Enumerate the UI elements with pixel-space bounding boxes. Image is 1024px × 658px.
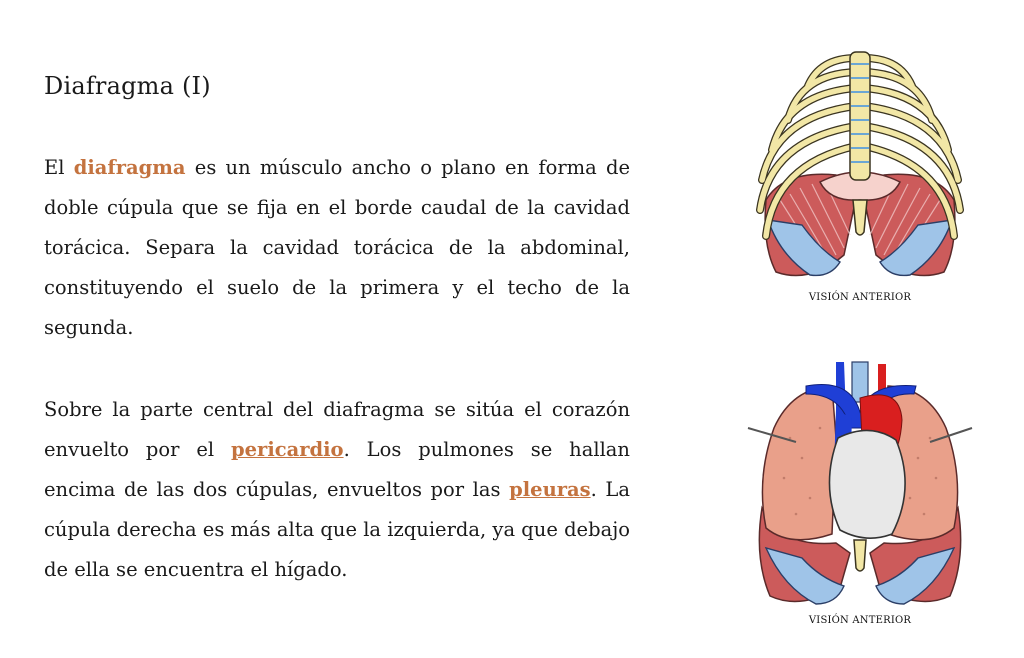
paragraph-text: El <box>44 156 74 179</box>
link-pleuras[interactable]: pleuras <box>509 478 591 501</box>
figure-caption: VISIÓN ANTERIOR <box>808 292 912 303</box>
thorax-diaphragm-illustration <box>740 50 980 290</box>
paragraph-text: . Los pulmones se hallan encima de las dos cúpulas, envueltos por las <box>44 438 630 501</box>
heart-lungs-illustration <box>740 358 980 613</box>
paragraph-diaphragm-definition <box>44 148 630 348</box>
right-lung <box>762 386 836 540</box>
term-diafragma: diafragma <box>73 156 186 179</box>
xiphoid-process <box>854 540 866 571</box>
heart <box>829 430 905 538</box>
paragraph-diaphragm-relations <box>44 390 630 590</box>
link-pericardio[interactable]: pericardio <box>231 438 344 461</box>
figure-heart-lungs <box>740 358 980 626</box>
page-title: Diafragma (I) <box>44 72 211 100</box>
paragraph-text: . La cúpula derecha es más alta que la izquierda, ya que debajo de ella se encuentra el hígado. <box>44 478 630 581</box>
paragraph-text: Sobre la parte central del diafragma se sitúa el corazón envuelto por el <box>44 398 630 461</box>
figure-thorax-diaphragm <box>740 50 980 303</box>
figure-caption: VISIÓN ANTERIOR <box>808 615 912 626</box>
paragraph-text: es un músculo ancho o plano en forma de doble cúpula que se fija en el borde caudal de la cavidad torácica. Separa la cavidad torácica de la abdominal, constituyendo el suelo de la primera y el techo de la segunda. <box>44 156 630 339</box>
sternum <box>850 52 870 180</box>
xiphoid-process <box>853 200 867 235</box>
